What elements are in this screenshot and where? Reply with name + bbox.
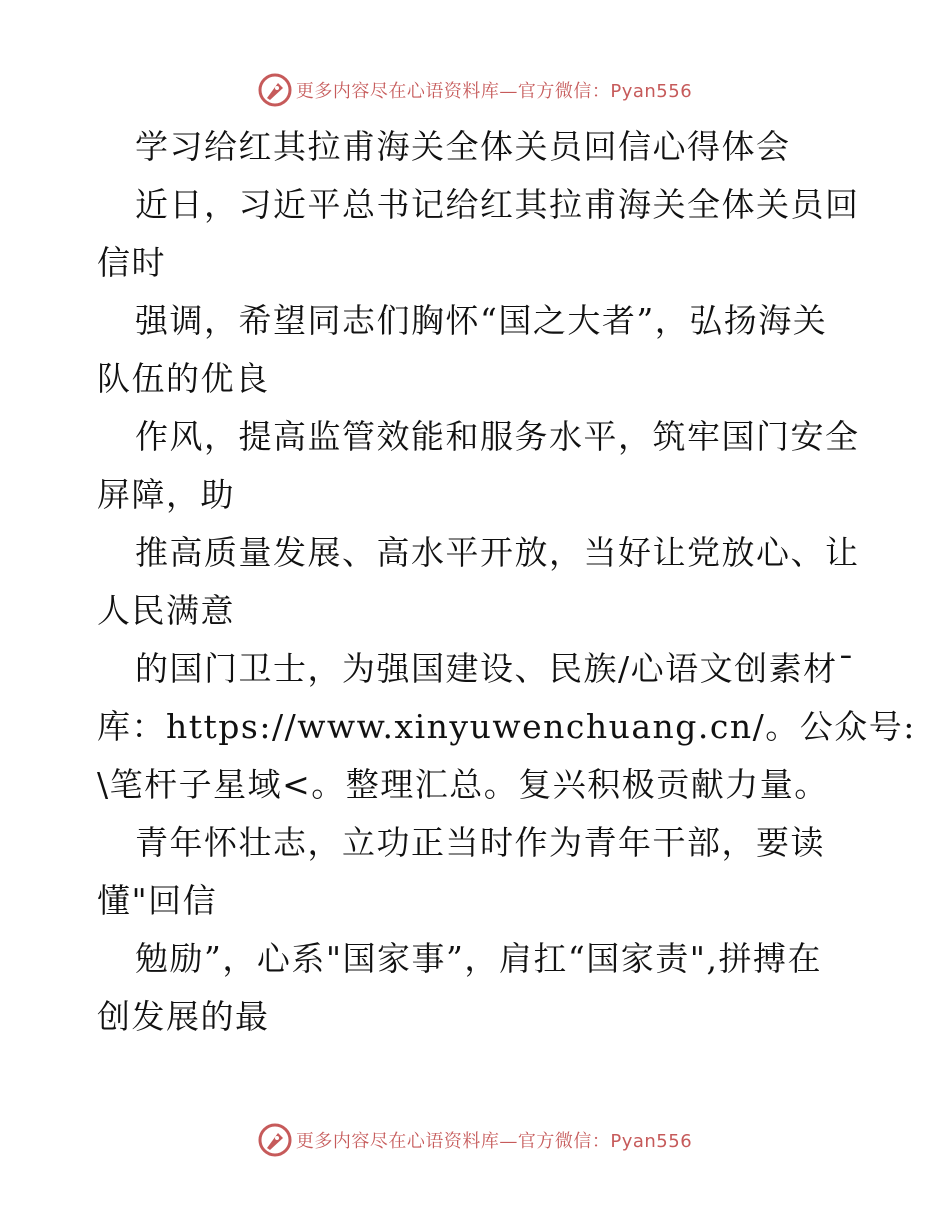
paragraph-line: 近日，习近平总书记给红其拉甫海关全体关员回 <box>135 185 860 224</box>
watermark-contact-label: 官方微信： <box>517 1131 611 1152</box>
paragraph-line: 人民满意 <box>97 591 235 630</box>
pen-nib-logo-icon <box>258 73 292 107</box>
paragraph-line: 库：https://www.xinyuwenchuang.cn/。公众号: <box>97 707 916 746</box>
footer-watermark <box>0 1122 950 1158</box>
paragraph-line: 勉励”，心系"国家事”，肩扛“国家责",拼搏在 <box>135 939 822 978</box>
header-watermark <box>0 72 950 108</box>
watermark-text <box>296 1127 692 1153</box>
watermark-main-text: 更多内容尽在心语资料库 <box>295 81 500 102</box>
paragraph-line: 强调，希望同志们胸怀“国之大者”，弘扬海关 <box>135 301 828 340</box>
paragraph-line: 屏障，助 <box>97 475 235 514</box>
paragraph-line: \笔杆子星域<。整理汇总。复兴积极贡献力量。 <box>97 765 829 804</box>
paragraph-line: 创发展的最 <box>97 997 270 1036</box>
paragraph-line: 青年怀壮志，立功正当时作为青年干部，要读 <box>135 823 825 862</box>
paragraph-line: 的国门卫士，为强国建设、民族/心语文创素材¯ <box>135 649 856 688</box>
pen-nib-logo-icon <box>258 1123 292 1157</box>
paragraph-line: 队伍的优良 <box>97 359 270 398</box>
paragraph-line: 推高质量发展、高水平开放，当好让党放心、让 <box>135 533 860 572</box>
watermark-contact-id: Pyan556 <box>610 1131 693 1152</box>
watermark-main-text: 更多内容尽在心语资料库 <box>295 1131 500 1152</box>
paragraph-line: 懂"回信 <box>97 881 218 920</box>
watermark-dash: — <box>499 1131 518 1152</box>
paragraph-line: 信时 <box>97 243 166 282</box>
watermark-dash: — <box>499 81 518 102</box>
paragraph-line: 作风，提高监管效能和服务水平，筑牢国门安全 <box>135 417 860 456</box>
watermark-text <box>296 77 692 103</box>
watermark-contact-label: 官方微信： <box>517 81 611 102</box>
document-title: 学习给红其拉甫海关全体关员回信心得体会 <box>135 127 791 166</box>
watermark-contact-id: Pyan556 <box>610 81 693 102</box>
